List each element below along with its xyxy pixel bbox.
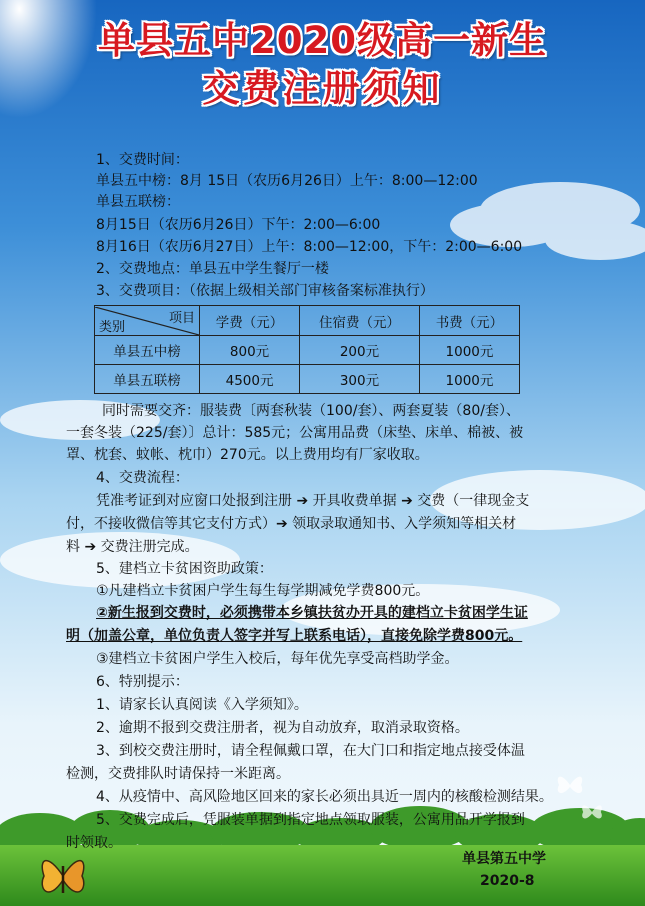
section6-line4: 检测，交费排队时请保持一米距离。 bbox=[66, 766, 290, 782]
table-cell: 300元 bbox=[300, 365, 420, 394]
title-line2: 交费注册须知 bbox=[202, 67, 443, 110]
section1-line2: 单县五联榜： bbox=[96, 194, 180, 210]
butterfly-icon bbox=[38, 848, 88, 906]
table-cell: 1000元 bbox=[419, 365, 519, 394]
table-header-books: 书费（元） bbox=[419, 306, 519, 336]
section6-line1: 1、请家长认真阅读《入学须知》。 bbox=[96, 697, 308, 713]
section6-line2: 2、逾期不报到交费注册者，视为自动放弃，取消录取资格。 bbox=[96, 720, 469, 736]
fee-table bbox=[94, 305, 520, 394]
extra-fees-line3: 罩、枕套、蚊帐、枕巾）270元。以上费用均有厂家收取。 bbox=[66, 447, 429, 463]
section4-line2: 付，不接收微信等其它支付方式）➔ 领取录取通知书、入学须知等相关材 bbox=[66, 516, 517, 532]
section1-line4: 8月16日（农历6月27日）上午：8:00—12:00，下午：2:00—6:00 bbox=[96, 239, 523, 255]
table-cell: 800元 bbox=[200, 336, 300, 365]
corner-top-label: 项目 bbox=[168, 310, 195, 326]
row-label: 单县五中榜 bbox=[95, 336, 200, 365]
section5-heading: 5、建档立卡贫困资助政策： bbox=[96, 561, 273, 577]
section4-line1: 凭准考证到对应窗口处报到注册 ➔ 开具收费单据 ➔ 交费（一律现金支 bbox=[96, 493, 530, 509]
section6-line3: 3、到校交费注册时，请全程佩戴口罩，在大门口和指定地点接受体温 bbox=[96, 743, 525, 759]
table-corner-cell bbox=[95, 306, 200, 336]
row-label: 单县五联榜 bbox=[95, 365, 200, 394]
title-line1: 单县五中2020级高一新生 bbox=[98, 19, 547, 62]
section2-text: 2、交费地点：单县五中学生餐厅一楼 bbox=[96, 261, 329, 277]
section1-line3: 8月15日（农历6月26日）下午：2:00—6:00 bbox=[96, 217, 381, 233]
extra-fees-line1: 同时需要交齐：服装费〔两套秋装（100/套）、两套夏装（80/套）、 bbox=[102, 403, 520, 419]
section6-heading: 6、特别提示： bbox=[96, 674, 189, 690]
section5-line4: ③建档立卡贫困户学生入校后，每年优先享受高档助学金。 bbox=[96, 651, 459, 667]
section3-text: 3、交费项目：（依据上级相关部门审核备案标准执行） bbox=[96, 283, 434, 299]
table-row bbox=[95, 365, 520, 394]
table-cell: 4500元 bbox=[200, 365, 300, 394]
section6-line7: 时领取。 bbox=[66, 835, 122, 851]
butterfly-icon bbox=[580, 800, 604, 824]
table-header-lodging: 住宿费（元） bbox=[300, 306, 420, 336]
section6-line5: 4、从疫情中、高风险地区回来的家长必须出具近一周内的核酸检测结果。 bbox=[96, 789, 553, 805]
section1-heading: 1、交费时间： bbox=[96, 152, 189, 168]
table-row bbox=[95, 336, 520, 365]
table-cell: 1000元 bbox=[419, 336, 519, 365]
footer-school: 单县第五中学 bbox=[462, 851, 546, 867]
corner-bottom-label: 类别 bbox=[99, 319, 126, 335]
footer-date: 2020-8 bbox=[480, 873, 535, 889]
table-cell: 200元 bbox=[300, 336, 420, 365]
butterfly-icon bbox=[555, 770, 585, 800]
section4-line3: 料 ➔ 交费注册完成。 bbox=[66, 539, 199, 555]
section5-line3: 明（加盖公章，单位负责人签字并写上联系电话），直接免除学费800元。 bbox=[66, 628, 523, 644]
table-header-tuition: 学费（元） bbox=[200, 306, 300, 336]
section5-line2: ②新生报到交费时，必须携带本乡镇扶贫办开具的建档立卡贫困学生证 bbox=[96, 605, 528, 621]
section6-line6: 5、交费完成后，凭服装单据到指定地点领取服装，公寓用品开学报到 bbox=[96, 812, 525, 828]
section1-line1: 单县五中榜：8月 15日（农历6月26日）上午：8:00—12:00 bbox=[96, 173, 478, 189]
extra-fees-line2: 一套冬装（225/套）〕总计：585元；公寓用品费（床垫、床单、棉被、被 bbox=[66, 425, 524, 441]
section4-heading: 4、交费流程： bbox=[96, 470, 189, 486]
section5-line1: ①凡建档立卡贫困户学生每生每学期减免学费800元。 bbox=[96, 583, 430, 599]
